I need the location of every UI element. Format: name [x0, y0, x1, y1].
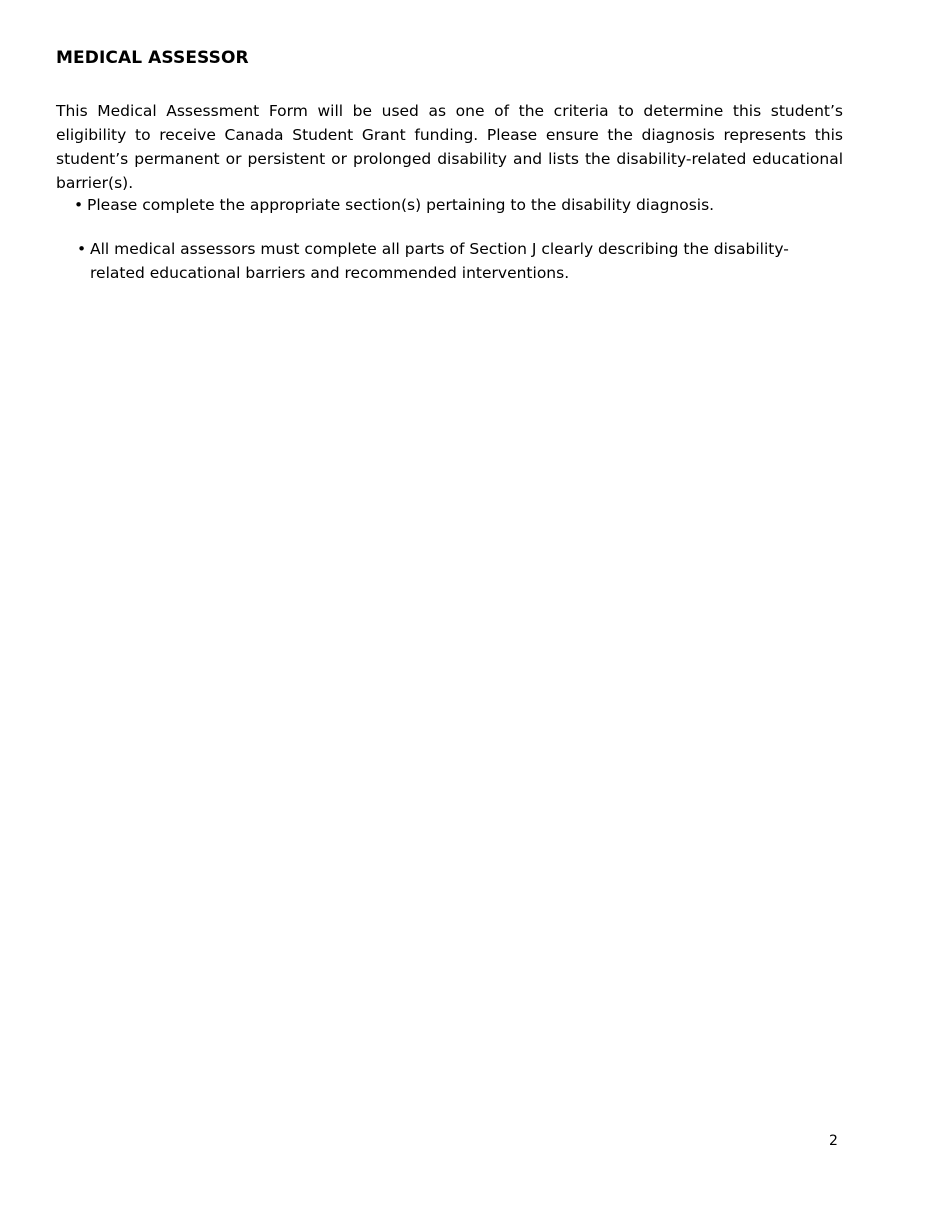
bullet-item — [77, 237, 837, 285]
bullet-text: Please complete the appropriate section(s) pertaining to the disability diagnosis. — [87, 196, 715, 214]
bullet-text: All medical assessors must complete all parts of Section J clearly describing the disability-related educational barriers and recommended interventions. — [90, 240, 789, 282]
bullet-item — [74, 193, 834, 217]
intro-paragraph: This Medical Assessment Form will be used as one of the criteria to determine this student’s eligibility to receive Canada Student Grant funding. Please ensure the diagnosis represents this student’s permanent or persistent or prolonged disability and lists the disability-related educational barrier(s). — [56, 102, 843, 192]
page-number: 2 — [829, 1133, 838, 1149]
bullet-icon: • — [74, 196, 84, 214]
bullet-icon: • — [77, 240, 87, 258]
section-heading: MEDICAL ASSESSOR — [56, 48, 249, 68]
